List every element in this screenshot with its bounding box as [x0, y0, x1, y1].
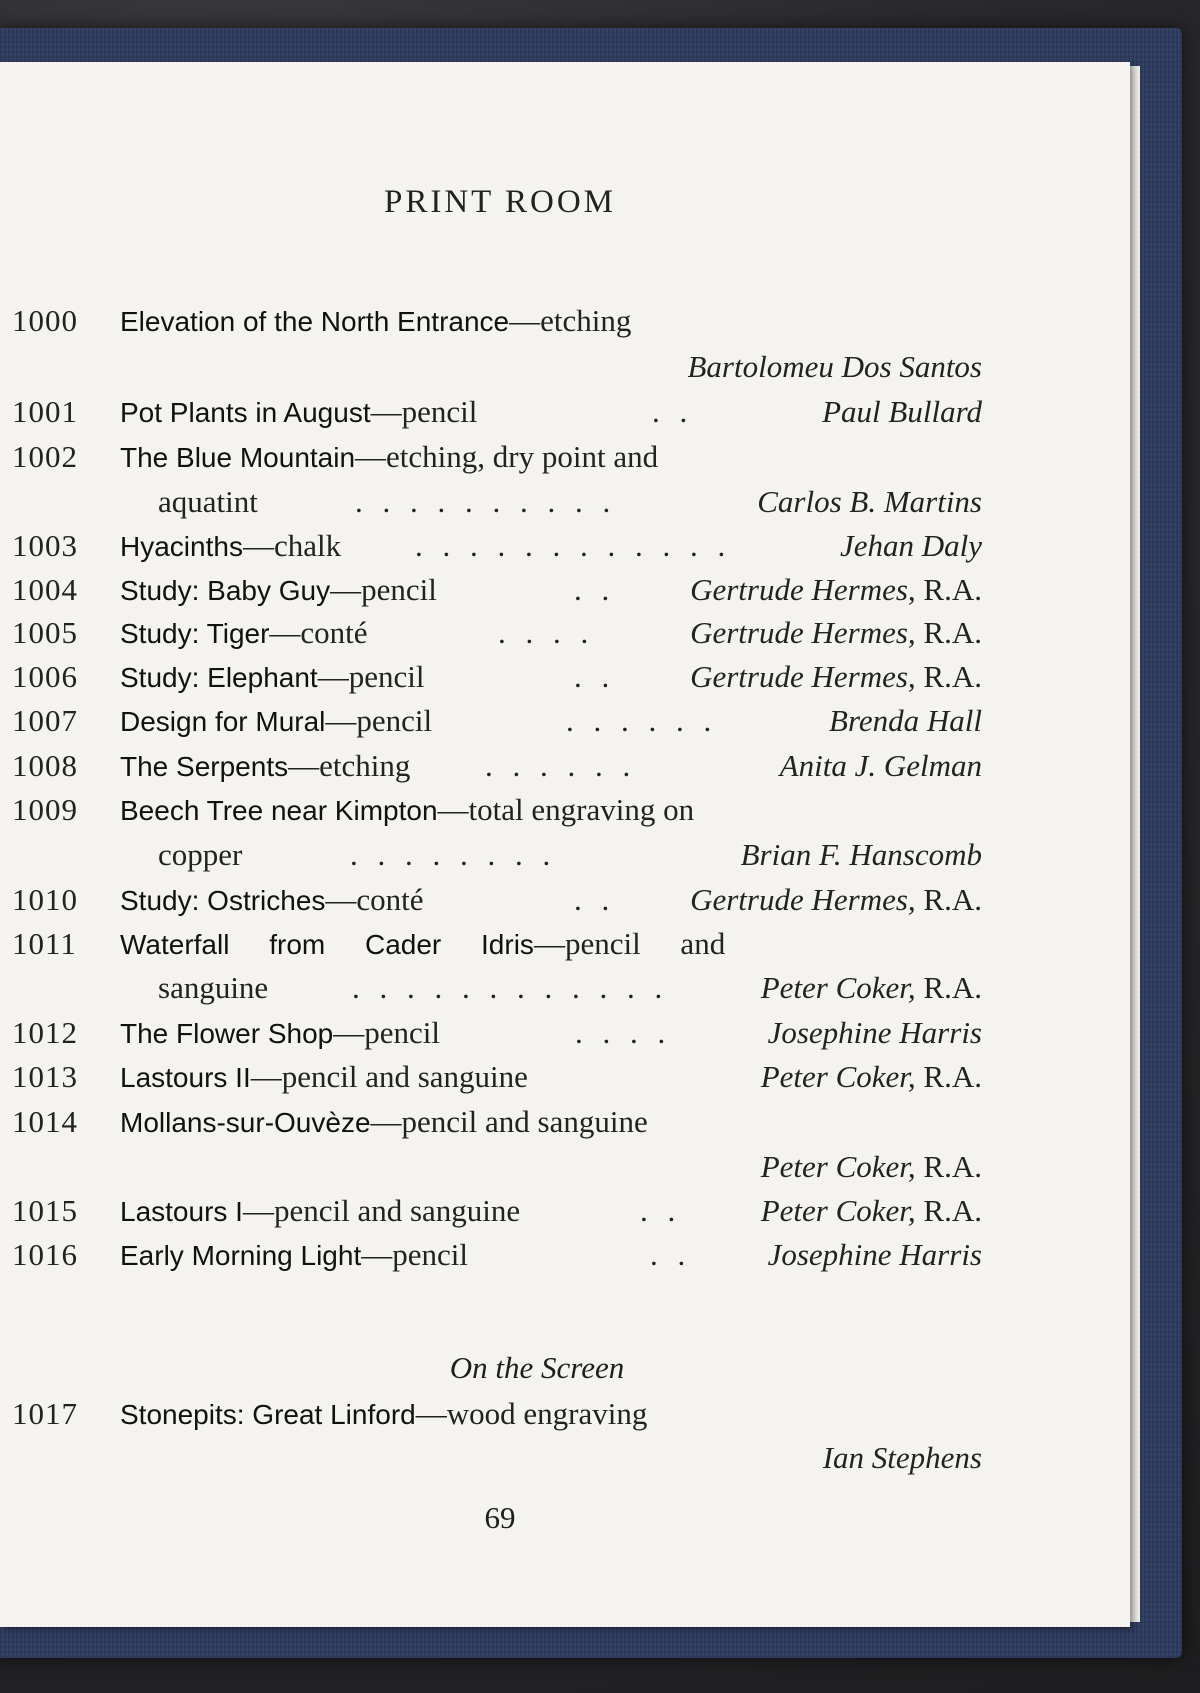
dot-leader: . . — [640, 1193, 682, 1228]
catalogue-number: 1012 — [12, 1015, 78, 1050]
artist-name: Ian Stephens — [822, 1440, 982, 1475]
catalogue-number: 1001 — [12, 394, 78, 429]
entry-1012 — [0, 1013, 990, 1053]
artist-name: Gertrude Hermes, — [690, 882, 916, 917]
artist-name: Jehan Daly — [839, 528, 982, 563]
entry-1014-artist-line — [0, 1147, 990, 1187]
catalogue-number: 1017 — [12, 1396, 78, 1431]
page-edge — [1130, 66, 1140, 1622]
work-medium: —wood engraving — [415, 1396, 648, 1431]
work-medium: —pencil — [370, 394, 478, 429]
work-medium: —etching — [509, 303, 632, 338]
dot-leader: . . — [574, 572, 616, 607]
work-medium: —conté — [325, 882, 424, 917]
work-medium: —pencil and sanguine — [370, 1104, 648, 1139]
work-title: Study: Ostriches — [120, 885, 326, 916]
artist-name: Josephine Harris — [767, 1015, 982, 1050]
dot-leader: . . . . . . . . . . . . — [415, 528, 732, 563]
entry-1006 — [0, 657, 990, 697]
catalogue-number: 1015 — [12, 1193, 78, 1228]
artist-name: Anita J. Gelman — [779, 748, 982, 783]
artist-honours: R.A. — [923, 1149, 982, 1184]
work-title: Early Morning Light — [120, 1240, 362, 1271]
section-heading-on-the-screen: On the Screen — [449, 1350, 625, 1385]
artist-honours: R.A. — [923, 970, 982, 1005]
catalogue-number: 1011 — [12, 926, 77, 961]
artist-honours: R.A. — [923, 1193, 982, 1228]
entry-1000-artist-line — [0, 347, 990, 387]
work-title: Hyacinths — [120, 531, 243, 562]
entry-1015 — [0, 1191, 990, 1231]
work-title: Study: Tiger — [120, 618, 270, 649]
page-title: PRINT ROOM — [383, 184, 616, 220]
artist-honours: R.A. — [923, 659, 982, 694]
work-medium: —chalk — [242, 528, 342, 563]
work-title: Design for Mural — [120, 706, 326, 737]
catalogue-number: 1006 — [12, 659, 78, 694]
catalogue-number: 1008 — [12, 748, 78, 783]
dot-leader: . . . . . . . . . . — [355, 484, 617, 519]
work-title: Study: Baby Guy — [120, 575, 331, 606]
work-medium: —etching, dry point and — [355, 439, 659, 474]
page-content — [0, 62, 1130, 1627]
catalogue-number: 1013 — [12, 1059, 78, 1094]
entry-1007 — [0, 701, 990, 741]
entry-1011-cont — [0, 968, 990, 1008]
artist-honours: R.A. — [923, 572, 982, 607]
artist-honours: R.A. — [923, 1059, 982, 1094]
work-title: Waterfall from Cader Idris — [120, 929, 534, 960]
dot-leader: . . . . — [575, 1015, 672, 1050]
artist-name: Paul Bullard — [822, 394, 982, 429]
entry-1013 — [0, 1057, 990, 1097]
work-title: Lastours I — [120, 1196, 243, 1227]
work-medium-continued: sanguine — [158, 970, 269, 1005]
dot-leader: . . — [650, 1237, 692, 1272]
work-medium: —conté — [269, 615, 368, 650]
work-title: Lastours II — [120, 1062, 251, 1093]
dot-leader: . . . . . . . . — [350, 837, 557, 872]
work-title: The Serpents — [120, 751, 289, 782]
work-title: Elevation of the North Entrance — [120, 306, 510, 337]
work-title: Stonepits: Great Linford — [120, 1399, 416, 1430]
entry-1000 — [0, 301, 990, 341]
work-medium: —pencil — [325, 703, 433, 738]
artist-name: Peter Coker, — [760, 1193, 916, 1228]
artist-name: Gertrude Hermes, — [690, 572, 916, 607]
artist-name: Peter Coker, — [760, 970, 916, 1005]
dot-leader: . . — [574, 659, 616, 694]
catalogue-number: 1005 — [12, 615, 78, 650]
dot-leader: . . — [574, 882, 616, 917]
work-medium: —pencil and sanguine — [242, 1193, 521, 1228]
work-medium-continued: copper — [158, 837, 243, 872]
entry-1008 — [0, 746, 990, 786]
work-title: Study: Elephant — [120, 662, 318, 693]
artist-name: Peter Coker, — [760, 1149, 916, 1184]
work-medium: —pencil and sanguine — [250, 1059, 528, 1094]
entry-1017-artist-line — [0, 1438, 990, 1478]
work-medium: —pencil — [317, 659, 425, 694]
work-title: Beech Tree near Kimpton — [120, 795, 438, 826]
entry-1009-cont — [0, 835, 990, 875]
entry-1004 — [0, 570, 990, 610]
entry-1002-cont — [0, 482, 990, 522]
dot-leader: . . — [652, 394, 694, 429]
artist-honours: R.A. — [923, 882, 982, 917]
catalogue-number: 1000 — [12, 303, 78, 338]
work-medium: —pencil — [361, 1237, 468, 1272]
work-medium-continued: aquatint — [158, 484, 258, 519]
catalogue-number: 1003 — [12, 528, 78, 563]
artist-name: Peter Coker, — [760, 1059, 916, 1094]
work-medium: —pencil and — [533, 926, 726, 961]
work-medium: —total engraving on — [437, 792, 695, 827]
entry-1017 — [0, 1394, 990, 1434]
artist-honours: R.A. — [923, 615, 982, 650]
dot-leader: . . . . . . . . . . . . — [352, 970, 669, 1005]
dot-leader: . . . . — [498, 615, 595, 650]
entry-1011 — [0, 924, 990, 964]
entry-1016 — [0, 1235, 990, 1275]
entry-1009 — [0, 790, 990, 830]
artist-name: Carlos B. Martins — [757, 484, 982, 519]
work-medium: —pencil — [333, 1015, 440, 1050]
dot-leader: . . . . . . — [485, 748, 637, 783]
work-medium: —pencil — [330, 572, 437, 607]
work-medium: —etching — [288, 748, 411, 783]
artist-name: Brian F. Hanscomb — [740, 837, 982, 872]
catalogue-page — [0, 62, 1130, 1627]
artist-name: Gertrude Hermes, — [690, 615, 916, 650]
work-title: Mollans-sur-Ouvèze — [120, 1107, 371, 1138]
catalogue-number: 1016 — [12, 1237, 78, 1272]
artist-name: Josephine Harris — [767, 1237, 982, 1272]
catalogue-number: 1004 — [12, 572, 78, 607]
page-number: 69 — [484, 1500, 516, 1535]
artist-name: Gertrude Hermes, — [690, 659, 916, 694]
catalogue-number: 1007 — [12, 703, 78, 738]
entry-1003 — [0, 526, 990, 566]
work-title: The Blue Mountain — [120, 442, 356, 473]
catalogue-number: 1002 — [12, 439, 78, 474]
catalogue-number: 1009 — [12, 792, 78, 827]
artist-name: Bartolomeu Dos Santos — [687, 349, 982, 384]
catalogue-number: 1010 — [12, 882, 78, 917]
work-title: The Flower Shop — [120, 1018, 334, 1049]
entry-1010 — [0, 880, 990, 920]
artist-name: Brenda Hall — [829, 703, 982, 738]
entry-1002 — [0, 437, 990, 477]
entry-1001 — [0, 392, 990, 432]
dot-leader: . . . . . . — [566, 703, 718, 738]
entry-1014 — [0, 1102, 990, 1142]
catalogue-number: 1014 — [12, 1104, 78, 1139]
entry-1005 — [0, 613, 990, 653]
work-title: Pot Plants in August — [120, 397, 371, 428]
